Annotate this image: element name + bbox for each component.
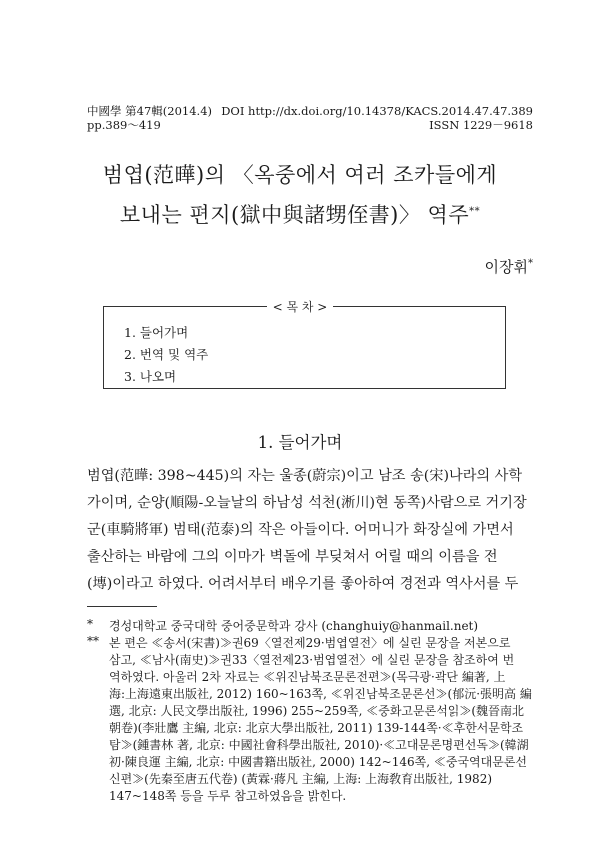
page-range: pp.389～419 xyxy=(87,118,161,132)
toc-item-intro[interactable]: 1. 들어가며 xyxy=(124,325,189,340)
page-title-line-2 xyxy=(40,195,560,232)
footnote-text: 경성대학교 중국대학 중어중문학과 강사 (changhuiy@hanmail.net) xyxy=(109,619,479,633)
body-line: 군(車騎將軍) 범태(范泰)의 작은 아들이다. 어머니가 화장실에 가면서 xyxy=(87,522,514,538)
author-footnote-marker[interactable]: * xyxy=(528,258,533,269)
body-line: 범엽(范曄: 398~445)의 자는 울종(蔚宗)이고 남조 송(宋)나라의 사학 xyxy=(87,468,523,484)
body-line: 출산하는 바람에 그의 이마가 벽돌에 부딪쳐서 어릴 때의 이름을 전 xyxy=(87,549,498,565)
footnote-text: 朝卷)(李壯鷹 主編, 北京: 北京大學出版社, 2011) 139-144쪽·≪후한서문학조 xyxy=(109,721,524,735)
toc-label: < 목 차 > xyxy=(0,298,600,315)
toc-item-translation[interactable]: 2. 번역 및 역주 xyxy=(124,347,209,362)
doi-header xyxy=(221,104,533,132)
footnote-text: 삼고, ≪남사(南史)≫권33〈열전제23·범엽열전〉에 실린 문장을 참조하여 번 xyxy=(109,653,515,667)
issn: ISSN 1229－9618 xyxy=(429,118,533,132)
footnote-text: 初·陳良運 主編, 北京: 中國書籍出版社, 2000) 142~146쪽, ≪중국역대문론선 xyxy=(109,755,528,769)
footnote-text: 본 편은 ≪송서(宋書)≫권69〈열전제29·범엽열전〉에 실린 문장을 저본으로 xyxy=(109,636,511,650)
footnote-text: 147~148쪽 등을 두루 참고하였음을 밝힌다. xyxy=(109,789,347,803)
body-line: (塼)이라고 하였다. 어려서부터 배우기를 좋아하여 경전과 역사서를 두 xyxy=(87,576,519,592)
doi-link[interactable]: DOI http://dx.doi.org/10.14378/KACS.2014.47.47.389 xyxy=(221,104,533,118)
footnote-text: 選, 北京: 人民文學出版社, 1996) 255~259쪽, ≪중화고문론석읽≫(魏晉南北 xyxy=(109,704,525,718)
footnote-text: 역하였다. 아울러 2차 자료는 ≪위진남북조문론전편≫(목극광·곽단 編著, 上 xyxy=(109,670,506,684)
footnote-text: 신편≫(先秦至唐五代卷) (黃霖·蔣凡 主編, 上海: 上海敎育出版社, 1982) xyxy=(109,772,493,786)
footnote-text: 海:上海遠東出版社, 2012) 160~163쪽, ≪위진남북조문론선≫(郁沅·張明高 編 xyxy=(109,687,532,701)
author-name: 이장휘 xyxy=(484,258,528,276)
footnote-divider xyxy=(87,606,157,607)
footnote-mark: ** xyxy=(87,634,99,648)
section-heading: 1. 들어가며 xyxy=(257,433,343,452)
title-footnote-marker[interactable]: ** xyxy=(469,206,481,217)
page-title-line-1: 범엽(范曄)의 〈옥중에서 여러 조카들에게 xyxy=(102,163,498,187)
journal-name: 中國學 第47輯(2014.4) xyxy=(87,104,213,118)
title-text: 보내는 편지(獄中與諸甥侄書)〉 역주 xyxy=(119,203,470,227)
footnote-mark: * xyxy=(87,617,93,631)
author xyxy=(485,256,533,277)
toc-item-conclusion[interactable]: 3. 나오며 xyxy=(124,369,177,384)
body-line: 가이며, 순양(順陽-오늘날의 하남성 석천(淅川)현 동쪽)사람으로 거기장 xyxy=(87,495,527,511)
footnote-text: 탐≫(鍾書林 著, 北京: 中國社會科學出版社, 2010)·≪고대문론명편선독≫(韓湖 xyxy=(109,738,529,752)
journal-header xyxy=(87,104,212,132)
